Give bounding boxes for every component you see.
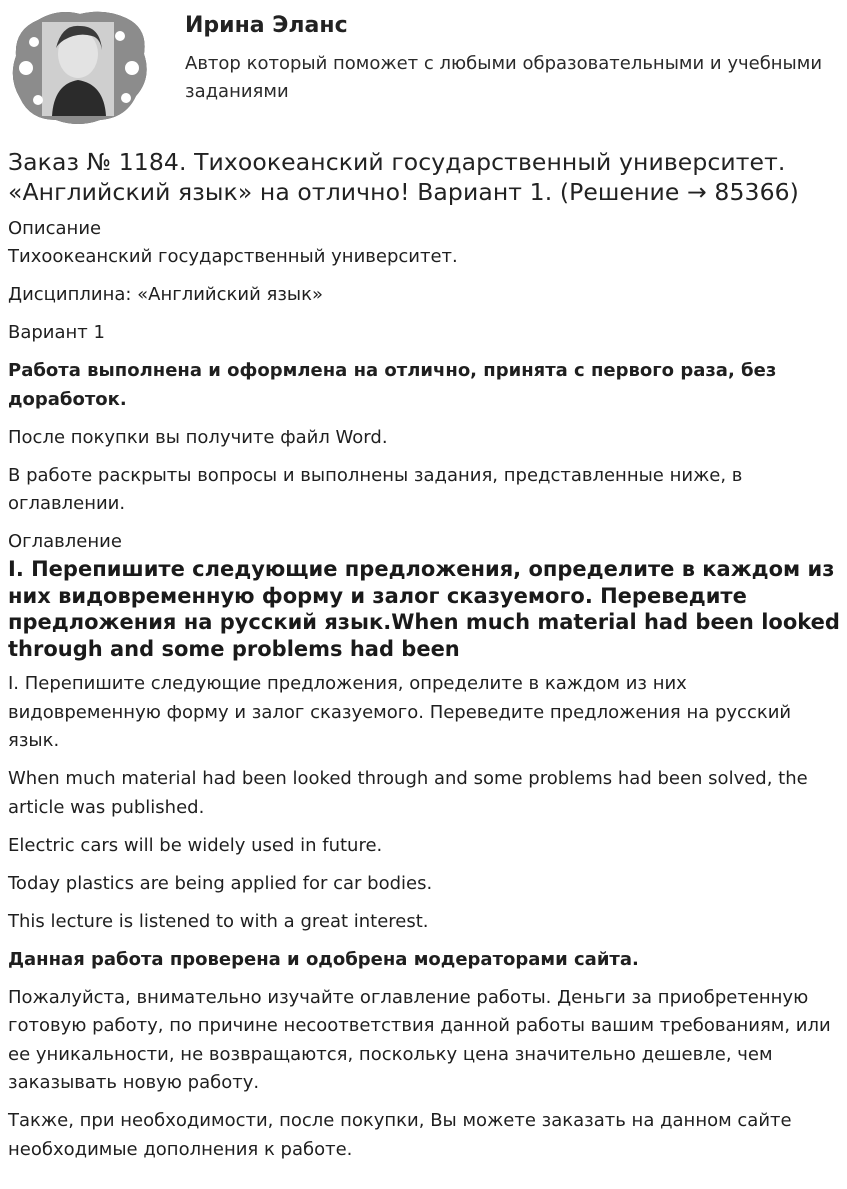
description-label: Описание — [8, 218, 102, 239]
sentence-item: This lecture is listened to with a great interest. — [8, 910, 429, 932]
author-name[interactable]: Ирина Эланс — [185, 13, 348, 38]
file-note: После покупки вы получите файл Word. — [8, 426, 388, 448]
sentence-item: Electric cars will be widely used in future. — [8, 834, 383, 856]
sentence-item: When much material had been looked through and some problems had been solved, the article was published. — [8, 768, 808, 818]
university-line: Тихоокеанский государственный университет. — [8, 246, 458, 267]
quality-note: Работа выполнена и оформлена на отлично, принята с первого раза, без доработок. — [8, 360, 777, 410]
toc-label: Оглавление — [8, 531, 122, 552]
contents-note: В работе раскрыты вопросы и выполнены задания, представленные ниже, в оглавлении. — [8, 464, 743, 514]
author-card — [0, 0, 847, 130]
order-content — [8, 147, 840, 1174]
extras-note: Также, при необходимости, после покупки, Вы можете заказать на данном сайте необходимые дополнения к работе. — [8, 1110, 792, 1160]
refund-warning: Пожалуйста, внимательно изучайте оглавление работы. Деньги за приобретенную готовую работу, по причине несоответствия данной работы вашим требованиям, или ее уникальности, не возвращаются, поскольку цена значительно дешевле, чем заказывать новую работу. — [8, 986, 831, 1093]
moderation-note: Данная работа проверена и одобрена модераторами сайта. — [8, 948, 639, 970]
author-description: Автор который поможет с любыми образовательными и учебными заданиями — [185, 53, 823, 102]
task-text: I. Перепишите следующие предложения, определите в каждом из них видовременную форму и залог сказуемого. Переведите предложения на русский язык. — [8, 673, 792, 751]
variant-line: Вариант 1 — [8, 322, 105, 343]
sentence-item: Today plastics are being applied for car bodies. — [8, 872, 433, 894]
discipline-line: Дисциплина: «Английский язык» — [8, 284, 323, 305]
author-avatar — [8, 8, 150, 126]
order-title: Заказ № 1184. Тихоокеанский государственный университет. «Английский язык» на отлично! Вариант 1. (Решение → 85366) — [8, 148, 799, 206]
toc-heading: I. Перепишите следующие предложения, определите в каждом из них видовременную форму и залог сказуемого. Переведите предложения на русский язык.When much material had been looked through and some problems had been — [8, 557, 840, 661]
